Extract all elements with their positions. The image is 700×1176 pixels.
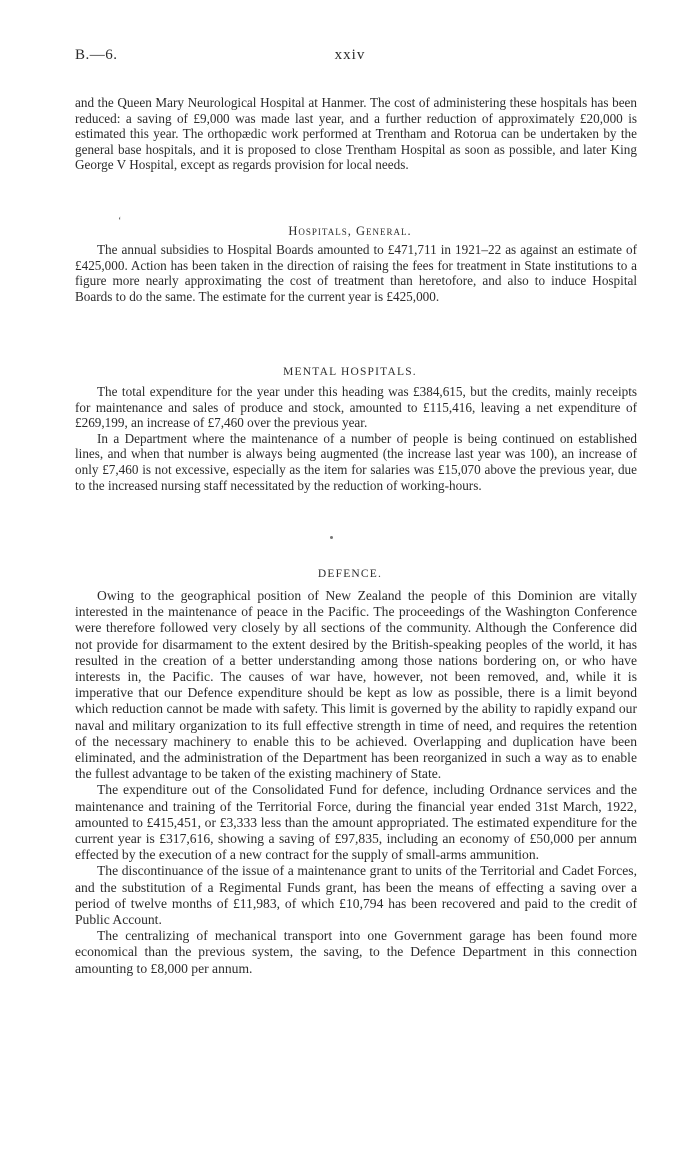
paragraph: The total expenditure for the year under this heading was £384,615, but the credits, mainly receipts for maintenance and sales of produce and stock, amounted to £115,416, leaving a net expenditure of £269,199, an increase of £7,460 over the previous year. [75,384,637,431]
section-heading-hospitals-general: Hospitals, General. [288,224,412,238]
stray-dot [330,536,333,539]
intro-paragraph-block [75,95,637,173]
mental-hospitals-body [75,384,637,493]
defence-body [75,588,637,977]
paragraph: The centralizing of mechanical transport into one Government garage has been found more economical than the previous system, the saving, to the Defence Department in this connection amounting to £8,000 per annum. [75,928,637,976]
hospitals-general-body [75,242,637,304]
section-heading-defence: DEFENCE. [317,568,383,580]
paragraph: The annual subsidies to Hospital Boards amounted to £471,711 in 1921–22 as against an estimate of £425,000. Action has been taken in the direction of raising the fees for treatment in State institutions to a figure more nearly approximating the cost of treatment than heretofore, and also to induce Hospital Boards to do the same. The estimate for the current year is £425,000. [75,242,637,304]
paragraph: Owing to the geographical position of New Zealand the people of this Dominion are vitally interested in the maintenance of peace in the Pacific. The proceedings of the Washington Conference were therefore followed very closely by all sections of the community. Although the Conference did not provide for disarmament to the extent desired by the British-speaking peoples of the world, it has resulted in the creation of a better understanding among those nations bordering on, or who have interests in, the Pacific. The causes of war have, however, not been removed, and, while it is imperative that our Defence expenditure should be kept as low as possible, there is a limit beyond which reduction cannot be made with safety. This limit is governed by the ability to rapidly expand our naval and military organization to its full effective strength in time of need, and requires the retention of the necessary machinery to enable this to be achieved. Overlapping and duplication have been eliminated, and the administration of the Department has been reorganized in such a way as to enable the fullest advantage to be taken of the existing machinery of State. [75,588,637,782]
page-number: xxiv [334,47,366,63]
paragraph: In a Department where the maintenance of a number of people is being continued on established lines, and when that number is always being augmented (the increase last year was 100), an increase of only £7,460 is not excessive, especially as the item for salaries was £15,070 above the previous year, due to the increased nursing staff necessitated by the reduction of working-hours. [75,430,637,493]
paragraph: The expenditure out of the Consolidated Fund for defence, including Ordnance services and the maintenance and training of the Territorial Force, during the financial year ended 31st March, 1922, amounted to £415,451, or £3,333 less than the amount appropriated. The estimated expenditure for the current year is £317,616, showing a saving of £97,835, including an economy of £50,000 per annum effected by the execution of a new contract for the supply of small-arms ammunition. [75,782,637,863]
stray-mark: ‘ [118,216,122,227]
paragraph: The discontinuance of the issue of a maintenance grant to units of the Territorial and Cadet Forces, and the substitution of a Regimental Funds grant, has been the means of effecting a saving over a period of twelve months of £11,983, of which £10,794 has been recovered and paid to the credit of Public Account. [75,863,637,928]
report-reference: B.—6. [75,47,118,63]
intro-paragraph: and the Queen Mary Neurological Hospital at Hanmer. The cost of administering these hospitals has been reduced: a saving of £9,000 was made last year, and a further reduction of approximately £20,000 is estimated this year. The orthopædic work performed at Trentham and Rotorua can be undertaken by the general base hospitals, and it is proposed to close Trentham Hospital as soon as possible, and later King George V Hospital, except as regards provision for local needs. [75,95,637,173]
section-heading-mental-hospitals: MENTAL HOSPITALS. [283,366,417,378]
